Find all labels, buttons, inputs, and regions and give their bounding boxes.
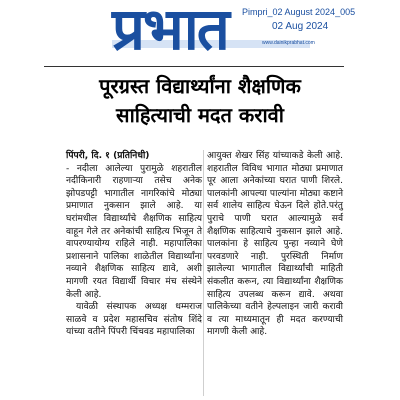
- right-paragraph-1: आयुक्त शेखर सिंह यांच्याकडे केली आहे. शहरातील विविध भागात मोठ्या प्रमाणात पूर आला अनेकांच्या घरात पाणी शिरले. पालकांनी आपल्या पाल्यांना मोठ्या कष्टाने सर्व शालेय साहित्य घेऊन दिले होते.परंतु पुराचे पाणी घरात आल्यामुळे सर्व शैक्षणिक साहित्याचे नुकसान झाले आहे. पालकांना हे साहित्य पुन्हा नव्याने घेणे परवडणारे नाही. पुरस्थिती निर्माण झालेल्या भागातील विद्यार्थ्यांची माहिती संकलीत करून, त्या विद्यार्थ्यांना शैक्षणिक साहित्य उपलब्ध करून द्यावे. अथवा पालिकेच्या वतीने हेल्पलाइन जारी करावी व त्या माध्यमातून ही मदत करण्याची मागणी केली आहे.: [207, 151, 343, 338]
- headline-line-1: पूरग्रस्त विद्यार्थ्यांना शैक्षणिक: [99, 74, 301, 98]
- headline-rule: [44, 66, 344, 67]
- newspaper-masthead: [0, 0, 400, 62]
- left-paragraph-1: - नदीला आलेल्या पुरामुळे शहरातील नदीकिनारी राहणाऱ्या तसेच अनेक झोपडपट्टी भागातील नागरिकांचे मोठ्या प्रमाणात नुकसान झाले आहे. या घरांमधील विद्यार्थ्यांचे शैक्षणिक साहित्य वाहून गेले तर अनेकांची साहित्य भिजून ते वापरण्यायोग्य राहिले नाही. महापालिका प्रशासनाने पालिका शाळेतील विद्यार्थ्यांना नव्याने शैक्षणिक साहित्य द्यावे, अशी मागणी रयत विद्यार्थी विचार मंच संस्थेने केली आहे.: [66, 163, 202, 300]
- edition-date: 02 Aug 2024: [272, 21, 329, 32]
- article-right-column: [207, 150, 343, 339]
- article-headline: [40, 72, 360, 130]
- column-divider: [203, 150, 204, 396]
- newspaper-logo: प्रभात: [112, 0, 228, 63]
- edition-reference: Pimpri_02 August 2024_005: [242, 7, 356, 17]
- logo-tagline: www.dainikprabhat.com: [262, 40, 315, 46]
- headline-line-2: साहित्याची मदत करावी: [116, 103, 284, 127]
- article-dateline: पिंपरी, दि. १ (प्रतिनिधी): [66, 151, 150, 161]
- left-paragraph-2: यावेळी संस्थापक अध्यक्ष धम्मराज साळवे व प्रदेश महासचिव संतोष शिंदे यांच्या वतीने पिंपरी चिंचवड महापालिका: [66, 302, 202, 338]
- article-left-column: [66, 150, 202, 339]
